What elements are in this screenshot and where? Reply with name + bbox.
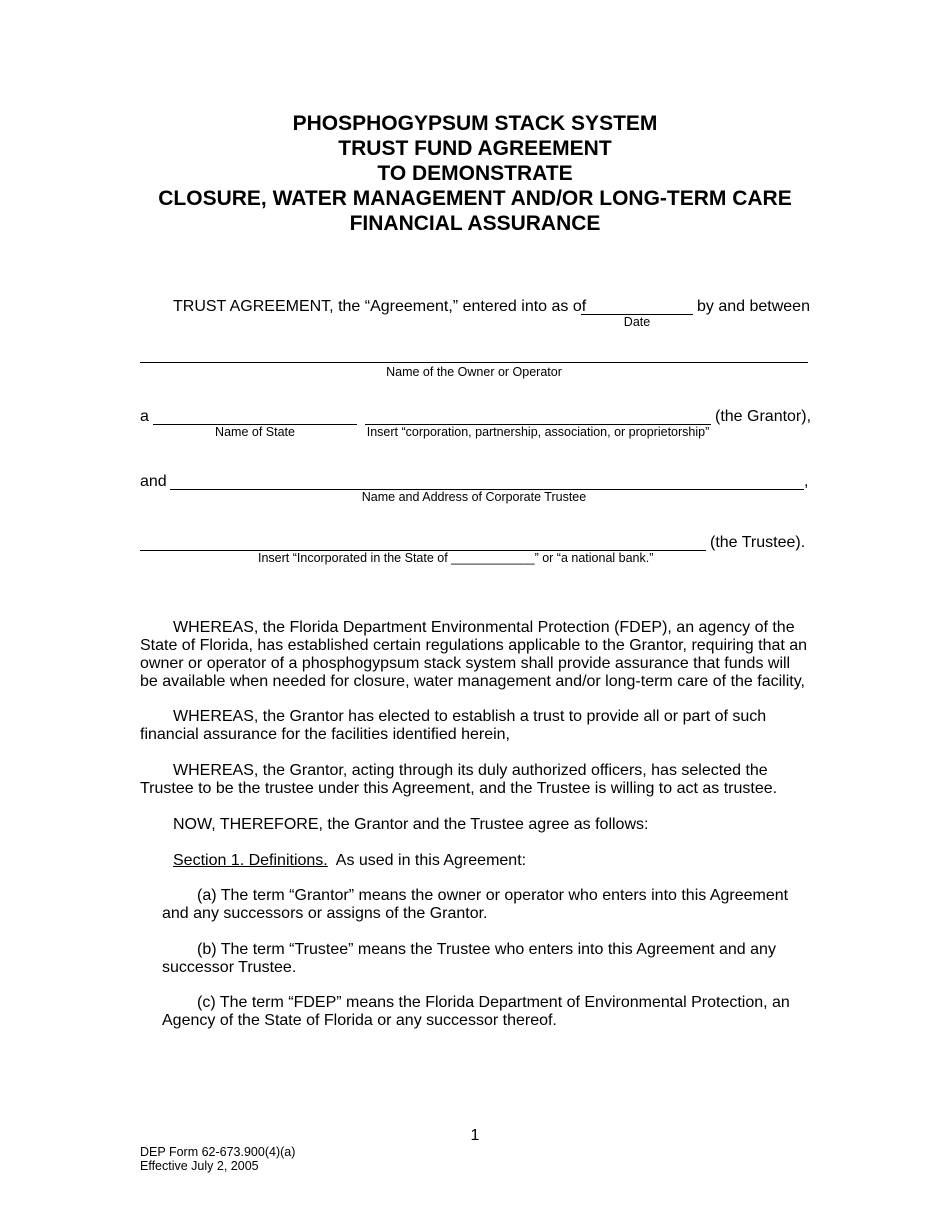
title-line: TRUST FUND AGREEMENT bbox=[338, 137, 612, 160]
section-1-title: Section 1. Definitions. bbox=[173, 852, 328, 869]
title-line: PHOSPHOGYPSUM STACK SYSTEM bbox=[292, 112, 658, 135]
now-therefore-paragraph: NOW, THEREFORE, the Grantor and the Trustee agree as follows: bbox=[173, 816, 649, 833]
whereas-paragraph-3: WHEREAS, the Grantor, acting through its duly authorized officers, has selected the Trustee to be the trustee under this Agreement, and the Trustee is willing to act as trustee. bbox=[140, 762, 778, 797]
whereas-paragraph-2: WHEREAS, the Grantor has elected to establish a trust to provide all or part of such financial assurance for the facilities identified herein, bbox=[140, 708, 767, 743]
date-label: Date bbox=[623, 315, 651, 329]
title-line: CLOSURE, WATER MANAGEMENT AND/OR LONG-TERM CARE bbox=[158, 187, 792, 210]
definition-grantor: (a) The term “Grantor” means the owner or operator who enters into this Agreement and any successors or assigns of the Grantor. bbox=[162, 887, 789, 922]
definition-fdep: (c) The term “FDEP” means the Florida Department of Environmental Protection, an Agency of the State of Florida or any successor thereof. bbox=[162, 994, 790, 1029]
title-line: FINANCIAL ASSURANCE bbox=[349, 212, 601, 235]
incorporated-label: Insert “Incorporated in the State of ____________” or “a national bank.” bbox=[258, 551, 654, 565]
intro-text: TRUST AGREEMENT, the “Agreement,” entered into as of bbox=[173, 298, 587, 315]
title-line: TO DEMONSTRATE bbox=[377, 162, 573, 185]
form-id: DEP Form 62-673.900(4)(a) bbox=[140, 1145, 296, 1159]
document-title bbox=[0, 111, 950, 236]
page-number: 1 bbox=[470, 1127, 480, 1144]
owner-name-blank[interactable] bbox=[140, 362, 808, 363]
intro-suffix: by and between bbox=[697, 298, 810, 315]
state-label: Name of State bbox=[215, 425, 295, 439]
grantor-suffix: (the Grantor), bbox=[715, 408, 812, 425]
effective-date: Effective July 2, 2005 bbox=[140, 1159, 259, 1173]
a-prefix: a bbox=[140, 408, 149, 425]
trustee-label: Name and Address of Corporate Trustee bbox=[361, 490, 587, 504]
owner-label: Name of the Owner or Operator bbox=[386, 365, 562, 379]
and-suffix: , bbox=[804, 473, 809, 490]
section-1-intro: As used in this Agreement: bbox=[335, 852, 527, 869]
definition-trustee: (b) The term “Trustee” means the Trustee who enters into this Agreement and any successor Trustee. bbox=[162, 941, 776, 976]
section-1-heading bbox=[140, 852, 812, 870]
trustee-suffix: (the Trustee). bbox=[710, 534, 806, 551]
and-prefix: and bbox=[140, 473, 167, 490]
whereas-paragraph-1: WHEREAS, the Florida Department Environmental Protection (FDEP), an agency of the State of Florida, has established certain regulations applicable to the Grantor, requiring that an owner or operator of a phosphogypsum stack system shall provide assurance that funds will be available when needed for closure, water management and/or long-term care of the facility, bbox=[140, 619, 808, 690]
entity-label: Insert “corporation, partnership, association, or proprietorship” bbox=[366, 425, 710, 439]
